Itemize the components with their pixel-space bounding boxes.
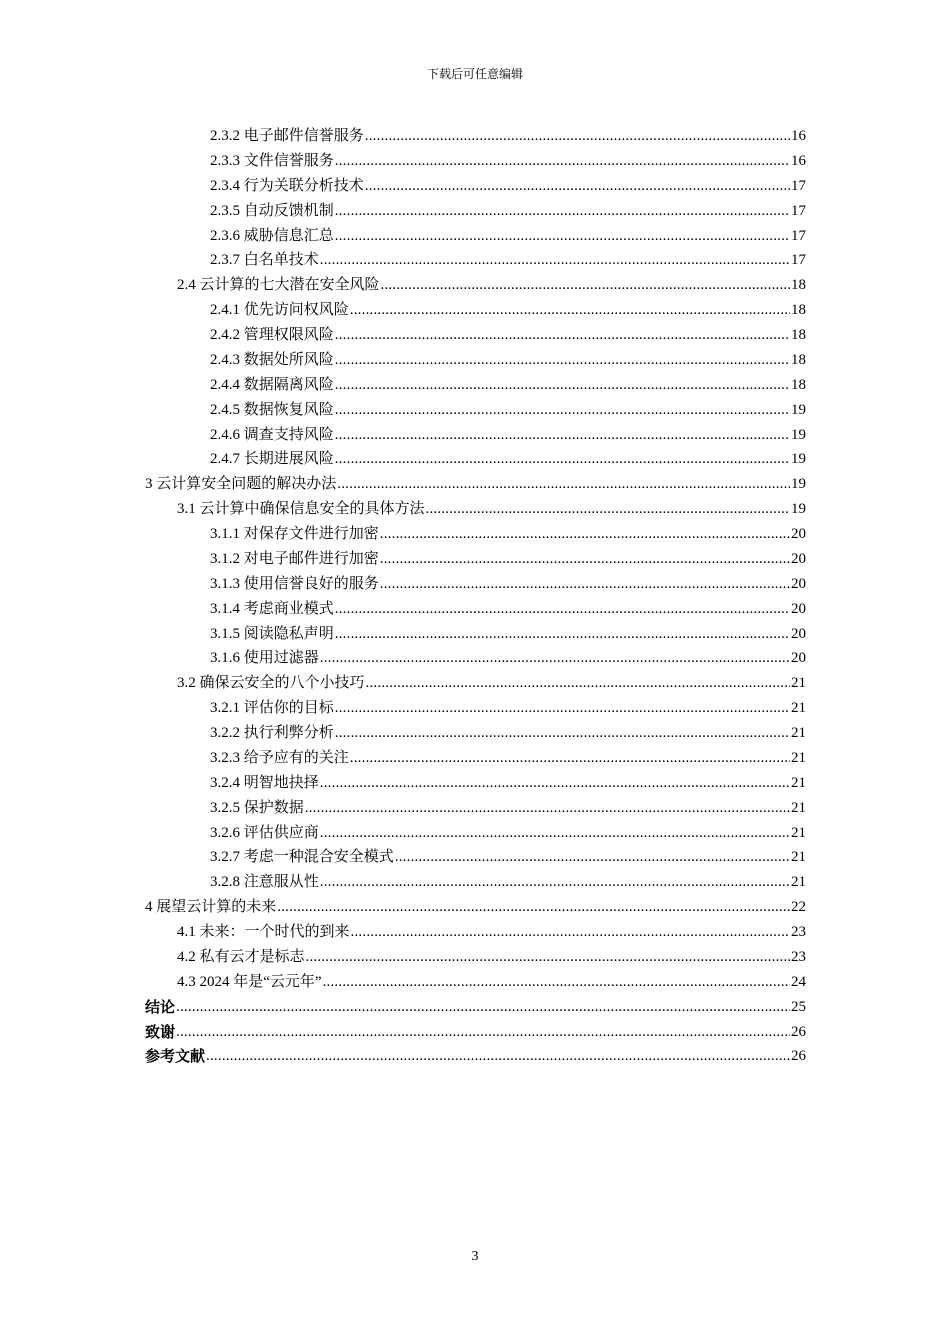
toc-entry-title: 3.1.6 使用过滤器: [210, 650, 319, 667]
toc-entry[interactable]: [145, 646, 806, 671]
toc-leader-dots: [335, 149, 790, 174]
toc-entry[interactable]: [145, 870, 806, 895]
toc-entry-page-number: 20: [791, 575, 806, 592]
toc-entry[interactable]: [145, 945, 806, 970]
toc-leader-dots: [380, 547, 790, 572]
toc-entry-page-number: 20: [791, 625, 806, 642]
toc-entry[interactable]: [145, 199, 806, 224]
toc-leader-dots: [320, 771, 790, 796]
toc-entry[interactable]: [145, 398, 806, 423]
toc-entry[interactable]: [145, 423, 806, 448]
toc-leader-dots: [350, 298, 790, 323]
toc-entry[interactable]: [145, 472, 806, 497]
toc-entry-page-number: 18: [791, 351, 806, 368]
toc-leader-dots: [176, 1020, 790, 1045]
toc-entry-page-number: 19: [791, 476, 806, 493]
toc-entry-title: 3.2.2 执行利弊分析: [210, 725, 334, 741]
toc-entry-title: 3.1.1 对保存文件进行加密: [210, 526, 379, 542]
toc-entry-title: 2.4.7 长期进展风险: [210, 451, 334, 468]
toc-entry-page-number: 23: [791, 924, 806, 940]
toc-leader-dots: [366, 671, 790, 696]
toc-entry[interactable]: [145, 572, 806, 597]
toc-entry-page-number: 21: [791, 700, 806, 717]
toc-entry-page-number: 21: [791, 799, 806, 816]
toc-entry[interactable]: [145, 547, 806, 572]
toc-entry[interactable]: [145, 273, 806, 298]
toc-leader-dots: [323, 970, 790, 995]
toc-entry-page-number: 18: [791, 327, 806, 343]
toc-leader-dots: [381, 273, 790, 298]
toc-entry[interactable]: [145, 920, 806, 945]
toc-entry-title: 3.1.4 考虑商业模式: [210, 600, 334, 617]
toc-entry-title: 3.2.4 明智地抉择: [210, 774, 319, 791]
toc-leader-dots: [277, 895, 790, 920]
toc-entry[interactable]: [145, 821, 806, 846]
toc-leader-dots: [305, 796, 790, 821]
toc-entry-title: 4 展望云计算的未来: [145, 899, 277, 916]
toc-entry-page-number: 20: [791, 550, 806, 567]
page-number: 3: [471, 1249, 479, 1264]
toc-entry-page-number: 18: [791, 302, 806, 319]
table-of-contents: [145, 124, 806, 1069]
toc-entry-title: 2.3.3 文件信誉服务: [210, 152, 334, 169]
toc-entry[interactable]: [145, 597, 806, 622]
toc-entry-page-number: 16: [791, 152, 806, 169]
toc-entry-page-number: 21: [791, 774, 806, 791]
toc-entry-page-number: 20: [791, 526, 806, 542]
toc-entry-page-number: 18: [791, 277, 806, 294]
toc-leader-dots: [380, 522, 790, 547]
toc-entry-title: 3.2.3 给予应有的关注: [210, 749, 349, 766]
toc-entry[interactable]: [145, 895, 806, 920]
toc-leader-dots: [320, 646, 790, 671]
toc-entry-title: 致谢: [145, 1022, 176, 1041]
toc-entry-title: 2.4.4 数据隔离风险: [210, 376, 334, 393]
toc-leader-dots: [320, 870, 790, 895]
toc-entry-title: 2.4.5 数据恢复风险: [210, 401, 334, 418]
toc-leader-dots: [380, 572, 790, 597]
toc-leader-dots: [395, 845, 790, 870]
toc-entry-page-number: 23: [791, 948, 806, 965]
toc-leader-dots: [320, 821, 790, 846]
toc-entry-page-number: 19: [791, 426, 806, 443]
toc-entry-title: 2.4.1 优先访问权风险: [210, 302, 349, 319]
toc-entry[interactable]: [145, 1044, 806, 1069]
toc-leader-dots: [426, 497, 790, 522]
toc-entry[interactable]: [145, 497, 806, 522]
toc-entry-page-number: 16: [791, 128, 806, 144]
toc-entry[interactable]: [145, 298, 806, 323]
toc-entry[interactable]: [145, 796, 806, 821]
toc-entry[interactable]: [145, 447, 806, 472]
toc-entry-page-number: 21: [791, 874, 806, 891]
toc-entry-title: 2.3.2 电子邮件信誉服务: [210, 128, 364, 144]
toc-leader-dots: [335, 373, 790, 398]
toc-entry-page-number: 17: [791, 252, 806, 269]
toc-entry-title: 3.2.5 保护数据: [210, 799, 304, 816]
toc-entry-page-number: 25: [791, 998, 806, 1015]
toc-leader-dots: [365, 124, 790, 149]
toc-leader-dots: [320, 248, 790, 273]
toc-leader-dots: [335, 423, 790, 448]
toc-leader-dots: [335, 696, 790, 721]
toc-entry-title: 2.4.6 调查支持风险: [210, 426, 334, 443]
toc-entry[interactable]: [145, 522, 806, 547]
toc-entry-page-number: 19: [791, 401, 806, 418]
toc-entry[interactable]: [145, 149, 806, 174]
toc-leader-dots: [206, 1044, 790, 1069]
toc-entry-title: 2.3.4 行为关联分析技术: [210, 177, 364, 194]
toc-entry-page-number: 21: [791, 725, 806, 741]
toc-entry-page-number: 17: [791, 202, 806, 219]
toc-entry-title: 3.2.1 评估你的目标: [210, 700, 334, 717]
toc-leader-dots: [335, 447, 790, 472]
toc-entry-page-number: 21: [791, 749, 806, 766]
toc-entry[interactable]: [145, 845, 806, 870]
toc-entry-page-number: 24: [791, 973, 806, 990]
toc-entry-title: 3.2.8 注意服从性: [210, 874, 319, 891]
toc-entry[interactable]: [145, 696, 806, 721]
toc-leader-dots: [335, 224, 790, 249]
toc-entry-page-number: 20: [791, 650, 806, 667]
toc-leader-dots: [306, 945, 790, 970]
toc-entry[interactable]: [145, 174, 806, 199]
toc-entry[interactable]: [145, 995, 806, 1020]
toc-entry-page-number: 19: [791, 501, 806, 518]
toc-entry[interactable]: [145, 224, 806, 249]
toc-entry-page-number: 21: [791, 675, 806, 692]
toc-entry[interactable]: [145, 248, 806, 273]
toc-entry[interactable]: [145, 373, 806, 398]
toc-entry-page-number: 17: [791, 177, 806, 194]
toc-leader-dots: [335, 398, 790, 423]
toc-leader-dots: [335, 721, 790, 746]
toc-entry-page-number: 21: [791, 849, 806, 866]
toc-leader-dots: [335, 597, 790, 622]
toc-leader-dots: [176, 995, 790, 1020]
toc-entry-title: 2.3.5 自动反馈机制: [210, 202, 334, 219]
toc-entry-page-number: 20: [791, 600, 806, 617]
toc-entry[interactable]: [145, 124, 806, 149]
toc-entry[interactable]: [145, 746, 806, 771]
toc-entry-title: 2.4.3 数据处所风险: [210, 351, 334, 368]
toc-entry[interactable]: [145, 721, 806, 746]
toc-leader-dots: [351, 920, 790, 945]
toc-entry-page-number: 18: [791, 376, 806, 393]
toc-entry-page-number: 26: [791, 1023, 806, 1040]
toc-entry-page-number: 26: [791, 1048, 806, 1065]
toc-entry[interactable]: [145, 323, 806, 348]
toc-leader-dots: [337, 472, 790, 497]
toc-entry-title: 2.4.2 管理权限风险: [210, 327, 334, 343]
toc-entry-page-number: 21: [791, 824, 806, 841]
toc-entry[interactable]: [145, 671, 806, 696]
toc-leader-dots: [365, 174, 790, 199]
toc-entry-page-number: 17: [791, 227, 806, 244]
toc-entry-title: 3.1.5 阅读隐私声明: [210, 625, 334, 642]
toc-entry-title: 参考文献: [145, 1047, 206, 1066]
toc-entry-title: 2.3.6 威胁信息汇总: [210, 227, 334, 244]
toc-entry-title: 3 云计算安全问题的解决办法: [145, 476, 337, 493]
toc-entry-title: 3.1 云计算中确保信息安全的具体方法: [177, 501, 425, 518]
toc-entry-title: 2.4 云计算的七大潜在安全风险: [177, 277, 380, 294]
toc-entry-title: 3.2.6 评估供应商: [210, 824, 319, 841]
toc-leader-dots: [335, 622, 790, 647]
toc-entry-title: 2.3.7 白名单技术: [210, 252, 319, 269]
toc-entry-title: 3.2.7 考虑一种混合安全模式: [210, 849, 394, 866]
toc-entry[interactable]: [145, 622, 806, 647]
toc-leader-dots: [335, 348, 790, 373]
toc-entry[interactable]: [145, 348, 806, 373]
page-header: 下载后可任意编辑: [426, 67, 523, 81]
toc-entry-title: 3.1.3 使用信誉良好的服务: [210, 575, 379, 592]
toc-entry-title: 结论: [145, 997, 176, 1016]
toc-entry-title: 4.2 私有云才是标志: [177, 948, 305, 965]
toc-entry-title: 3.1.2 对电子邮件进行加密: [210, 550, 379, 567]
toc-entry-page-number: 22: [791, 899, 806, 916]
toc-entry[interactable]: [145, 970, 806, 995]
toc-entry[interactable]: [145, 1020, 806, 1045]
toc-entry-page-number: 19: [791, 451, 806, 468]
toc-leader-dots: [350, 746, 790, 771]
toc-leader-dots: [335, 323, 790, 348]
toc-leader-dots: [335, 199, 790, 224]
toc-entry[interactable]: [145, 771, 806, 796]
toc-entry-title: 4.3 2024 年是“云元年”: [177, 973, 322, 990]
toc-entry-title: 3.2 确保云安全的八个小技巧: [177, 675, 365, 692]
toc-entry-title: 4.1 未来：一个时代的到来: [177, 924, 350, 940]
